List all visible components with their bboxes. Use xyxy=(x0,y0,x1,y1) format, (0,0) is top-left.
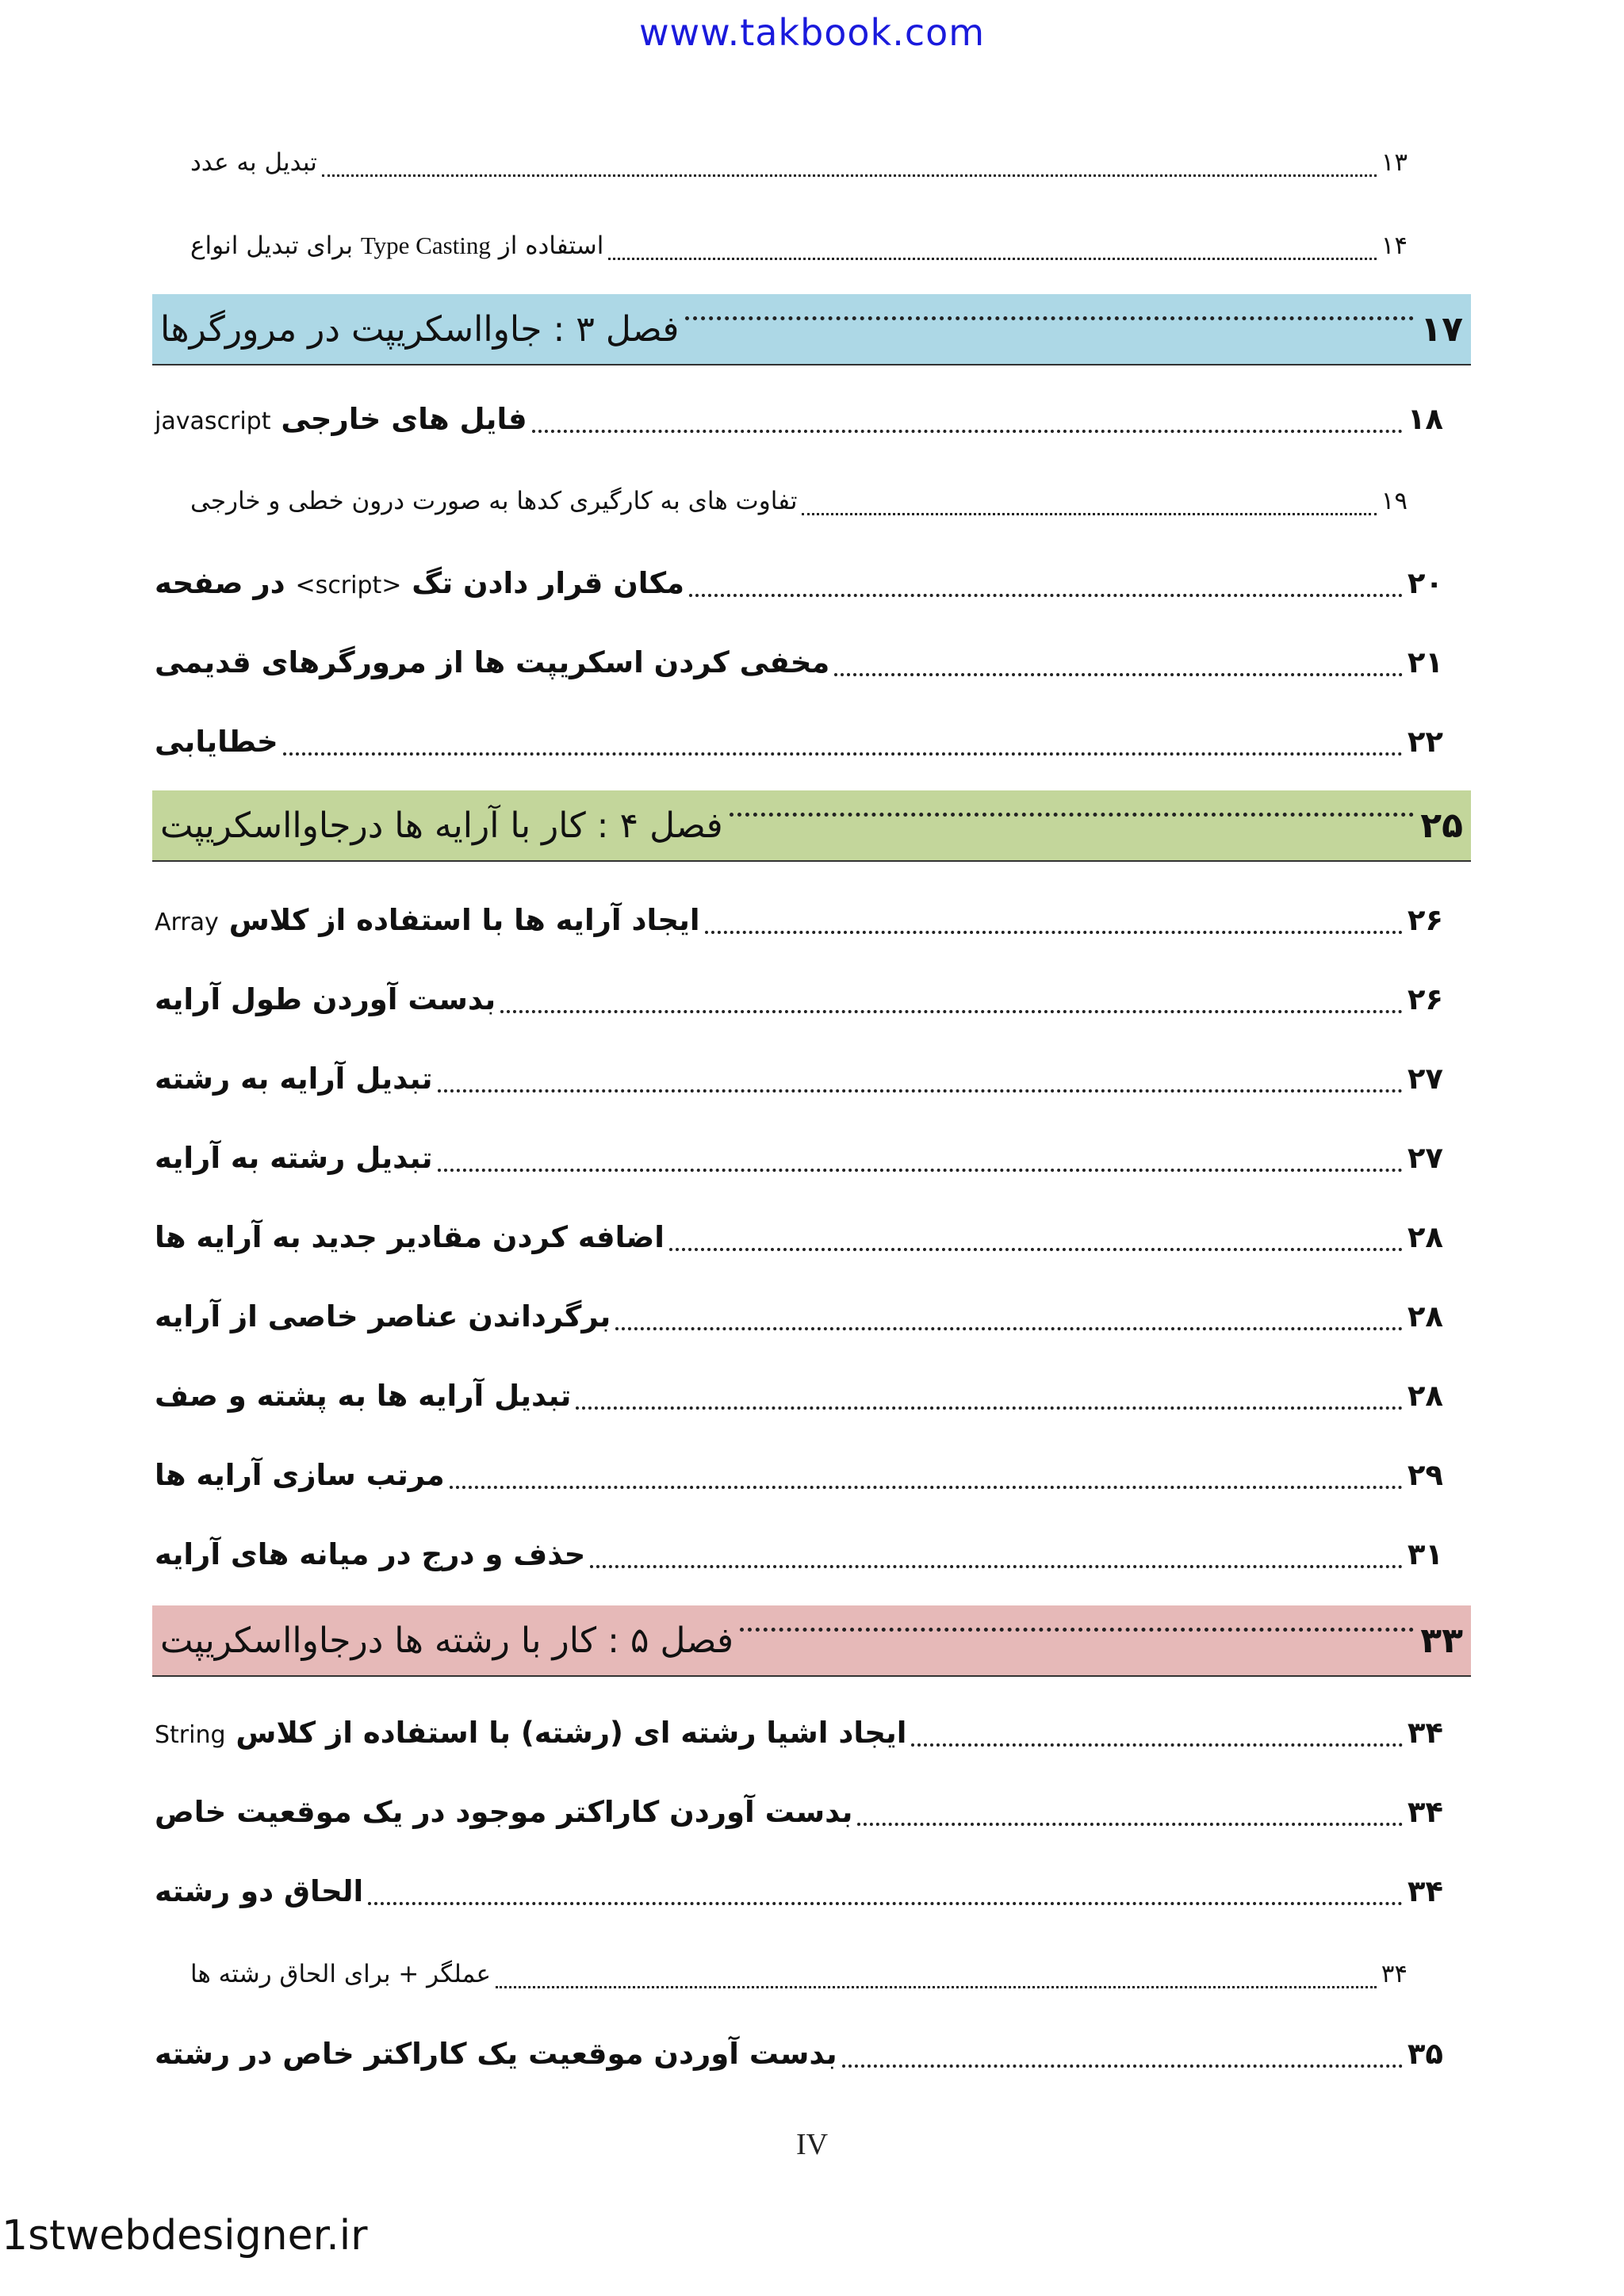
toc-entry-title: بدست آوردن موقعیت یک کاراکتر خاص در رشته xyxy=(155,2036,837,2071)
toc-entry-title: تبدیل آرایه ها به پشته و صف xyxy=(155,1378,572,1413)
toc-entry-title: اضافه کردن مقادیر جدید به آرایه ها xyxy=(155,1219,665,1254)
toc-entry-title-text: در صفحه xyxy=(155,565,296,600)
toc-page-number: ۲۷ xyxy=(1407,1061,1443,1096)
toc-entry-title: تبدیل رشته به آرایه xyxy=(155,1140,433,1175)
toc-entry[interactable] xyxy=(155,1126,1443,1189)
dot-leader xyxy=(842,2064,1403,2068)
dot-leader xyxy=(590,1565,1403,1568)
dot-leader xyxy=(438,1169,1403,1172)
toc-entry-title: تبدیل آرایه به رشته xyxy=(155,1061,433,1096)
toc-entry[interactable] xyxy=(190,1942,1408,2006)
toc-entry-title xyxy=(190,232,603,260)
dot-leader xyxy=(689,594,1403,597)
dot-leader xyxy=(685,316,1414,320)
toc-page-number: ۲۷ xyxy=(1407,1140,1443,1175)
dot-leader xyxy=(496,1986,1377,1988)
toc-entry[interactable] xyxy=(190,131,1408,194)
page-number: IV xyxy=(795,2128,829,2161)
toc-entry[interactable] xyxy=(155,551,1443,614)
dot-leader xyxy=(532,430,1403,433)
dot-leader xyxy=(438,1089,1403,1093)
toc-entry-title xyxy=(155,402,527,436)
toc-entry-title-latin: <script> xyxy=(295,571,402,599)
dot-leader xyxy=(857,1823,1402,1826)
dot-leader xyxy=(500,1010,1403,1013)
toc-entry-title: تفاوت های به کارگیری کدها به صورت درون خطی و خارجی xyxy=(190,487,798,515)
dot-leader xyxy=(450,1486,1403,1489)
toc-page-number: ۳۱ xyxy=(1407,1536,1443,1571)
dot-leader xyxy=(740,1628,1414,1632)
toc-entry-title-text: ایجاد اشیا رشته ای (رشته) با استفاده از کلاس xyxy=(225,1715,907,1750)
toc-page-number: ۱۴ xyxy=(1381,232,1408,260)
toc-entry-title-latin: String xyxy=(155,1720,226,1749)
toc-page-number: ۳۴ xyxy=(1407,1794,1443,1829)
toc-entry-title: مرتب سازی آرایه ها xyxy=(155,1457,445,1492)
toc-entry-title: فصل ۳ : جاوااسکریپت در مرورگرها xyxy=(160,308,680,350)
toc-page-number: ۳۵ xyxy=(1407,2036,1443,2071)
toc-entry-title-latin: Type Casting xyxy=(360,232,491,259)
toc-page-number: ۲۰ xyxy=(1407,565,1443,600)
toc-entry-title: خطایابی xyxy=(155,724,278,759)
toc-entry[interactable] xyxy=(190,214,1408,277)
toc-entry[interactable] xyxy=(155,1859,1443,1923)
toc-entry[interactable] xyxy=(155,967,1443,1031)
toc-entry[interactable] xyxy=(190,469,1408,533)
toc-entry[interactable] xyxy=(155,387,1443,450)
site-url-header[interactable]: www.takbook.com xyxy=(638,11,986,54)
toc-entry-title-text: ایجاد آرایه ها با استفاده از کلاس xyxy=(218,902,700,937)
toc-page-number: ۱۸ xyxy=(1407,401,1443,436)
toc-entry[interactable] xyxy=(155,1701,1443,1764)
dot-leader xyxy=(911,1743,1402,1747)
toc-entry[interactable] xyxy=(155,2022,1443,2085)
toc-page-number: ۱۷ xyxy=(1420,308,1463,350)
toc-entry-title: بدست آوردن طول آرایه xyxy=(155,982,496,1016)
toc-entry-title: عملگر + برای الحاق رشته ها xyxy=(190,1960,492,1988)
toc-entry[interactable] xyxy=(155,1364,1443,1427)
dot-leader xyxy=(608,258,1376,260)
dot-leader xyxy=(834,673,1403,676)
toc-entry[interactable] xyxy=(155,1522,1443,1586)
dot-leader xyxy=(368,1902,1403,1905)
toc-entry-title: برگرداندن عناصر خاصی از آرایه xyxy=(155,1299,611,1334)
toc-entry[interactable] xyxy=(155,888,1443,951)
toc-chapter-heading[interactable] xyxy=(152,294,1471,365)
toc-page-number: ۲۸ xyxy=(1407,1378,1443,1413)
toc-page-number: ۱۳ xyxy=(1381,148,1408,177)
toc-entry[interactable] xyxy=(155,710,1443,773)
toc-entry[interactable] xyxy=(155,1443,1443,1506)
toc-entry-title: الحاق دو رشته xyxy=(155,1873,364,1908)
toc-entry[interactable] xyxy=(155,1284,1443,1348)
dot-leader xyxy=(669,1248,1403,1251)
toc-entry-title: فصل ۴ : کار با آرایه ها درجاوااسکریپت xyxy=(160,805,723,846)
toc-page-number: ۳۴ xyxy=(1381,1960,1408,1988)
toc-page-number: ۲۶ xyxy=(1407,982,1443,1016)
toc-entry-title xyxy=(155,566,684,600)
toc-entry-title-text: استفاده از xyxy=(490,232,604,260)
dot-leader xyxy=(730,813,1415,817)
toc-entry-title: فصل ۵ : کار با رشته ها درجاوااسکریپت xyxy=(160,1620,734,1661)
toc-page-number: ۳۴ xyxy=(1407,1873,1443,1908)
toc-entry[interactable] xyxy=(155,1047,1443,1110)
toc-page-number: ۲۶ xyxy=(1407,902,1443,937)
toc-entry-title: تبدیل به عدد xyxy=(190,148,317,177)
toc-page-number: ۲۸ xyxy=(1407,1299,1443,1334)
toc-entry-title-latin: Array xyxy=(155,908,219,936)
toc-entry-title-text: فایل های خارجی xyxy=(270,401,527,436)
dot-leader xyxy=(802,513,1376,515)
dot-leader xyxy=(576,1406,1402,1410)
toc-entry-title xyxy=(155,1716,906,1750)
toc-entry-title xyxy=(155,903,700,937)
toc-page-number: ۲۲ xyxy=(1407,724,1443,759)
toc-page-number: ۲۸ xyxy=(1407,1219,1443,1254)
toc-page-number: ۳۳ xyxy=(1420,1620,1463,1661)
toc-chapter-heading[interactable] xyxy=(152,1605,1471,1677)
dot-leader xyxy=(283,752,1403,756)
dot-leader xyxy=(615,1327,1403,1330)
toc-entry[interactable] xyxy=(155,1205,1443,1269)
toc-page-number: ۳۴ xyxy=(1407,1715,1443,1750)
toc-page-number: ۲۵ xyxy=(1420,805,1463,846)
toc-entry-title-text: برای تبدیل انواع xyxy=(190,232,361,260)
toc-entry[interactable] xyxy=(155,1780,1443,1843)
toc-page-number: ۲۹ xyxy=(1407,1457,1443,1492)
toc-entry-title: بدست آوردن کاراکتر موجود در یک موقعیت خاص xyxy=(155,1794,853,1829)
toc-page-number: ۱۹ xyxy=(1381,487,1408,515)
dot-leader xyxy=(322,174,1377,177)
toc-page-number: ۲۱ xyxy=(1407,645,1443,679)
dot-leader xyxy=(705,931,1403,934)
toc-entry-title-latin: javascript xyxy=(155,407,271,435)
footer-site-name: 1stwebdesigner.ir xyxy=(2,2212,368,2260)
toc-entry[interactable] xyxy=(155,630,1443,694)
toc-entry-title: حذف و درج در میانه های آرایه xyxy=(155,1536,586,1571)
toc-entry-title: مخفی کردن اسکریپت ها از مرورگرهای قدیمی xyxy=(155,645,830,679)
toc-entry-title-text: مکان قرار دادن تگ xyxy=(401,565,685,600)
toc-chapter-heading[interactable] xyxy=(152,790,1471,862)
